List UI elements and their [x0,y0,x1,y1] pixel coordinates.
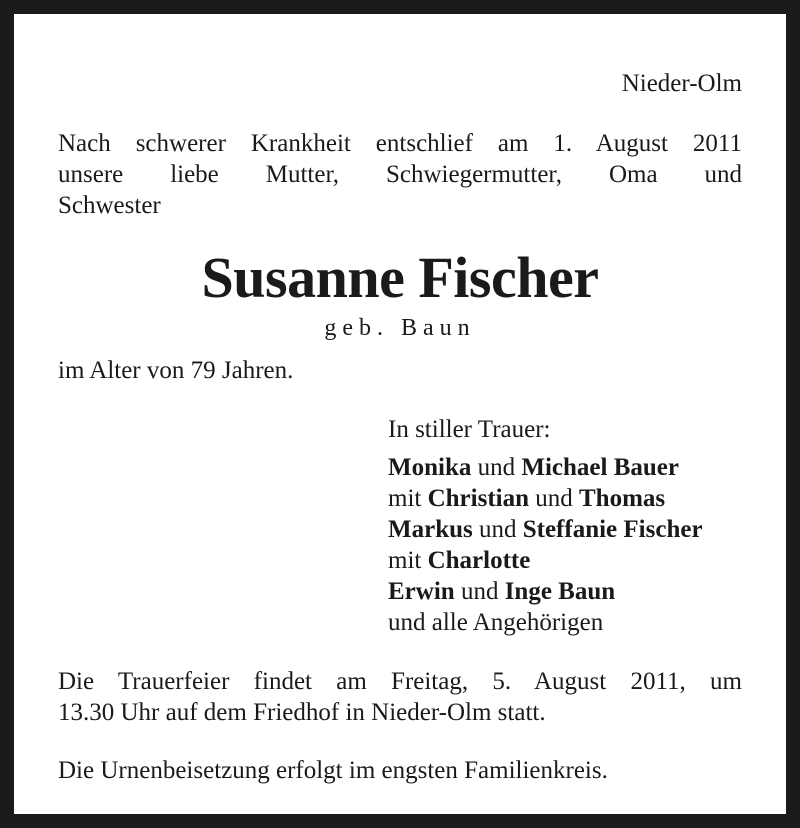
connector-text: und [472,516,523,543]
connector-text: und [529,485,579,512]
connector-text: mit [388,547,428,574]
mourner-line [388,452,703,483]
intro-line: Nach schwerer Krankheit entschlief am 1. August 2011 [58,130,742,157]
connector-text: und [454,578,505,605]
intro-line: unsere liebe Mutter, Schwiegermutter, Oma und [58,161,742,188]
ceremony-paragraph [58,666,742,728]
connector-text: und [471,454,522,481]
urn-burial-text: Die Urnenbeisetzung erfolgt im engsten Familienkreis. [58,757,608,784]
ceremony-line: 13.30 Uhr auf dem Friedhof in Nieder-Olm statt. [58,699,546,726]
mourner-name: Charlotte [427,547,531,574]
age-text: im Alter von 79 Jahren. [58,357,294,384]
mourner-name: Thomas [579,485,666,512]
ceremony-line: Die Trauerfeier findet am Freitag, 5. August 2011, um [58,668,742,695]
mourner-line [388,545,703,576]
mourner-name: Erwin [388,578,455,605]
mourner-line [388,514,703,545]
mourner-line [388,483,703,514]
intro-paragraph [58,128,742,221]
mourners-block [388,414,703,638]
mourners-heading: In stiller Trauer: [388,416,551,443]
connector-text: mit [388,485,428,512]
mourner-name: Christian [427,485,529,512]
mourner-name: Markus [388,516,473,543]
maiden-name: geb. Baun [324,315,476,341]
mourner-name: Inge Baun [504,578,616,605]
intro-line: Schwester [58,192,161,219]
mourner-line [388,576,703,607]
connector-text: und alle Angehörigen [388,609,604,636]
mourner-name: Michael Bauer [521,454,679,481]
deceased-name: Susanne Fischer [201,245,599,310]
mourner-name: Steffanie Fischer [522,516,703,543]
location-text: Nieder-Olm [621,70,742,97]
mourner-name: Monika [388,454,472,481]
mourner-line [388,607,703,638]
